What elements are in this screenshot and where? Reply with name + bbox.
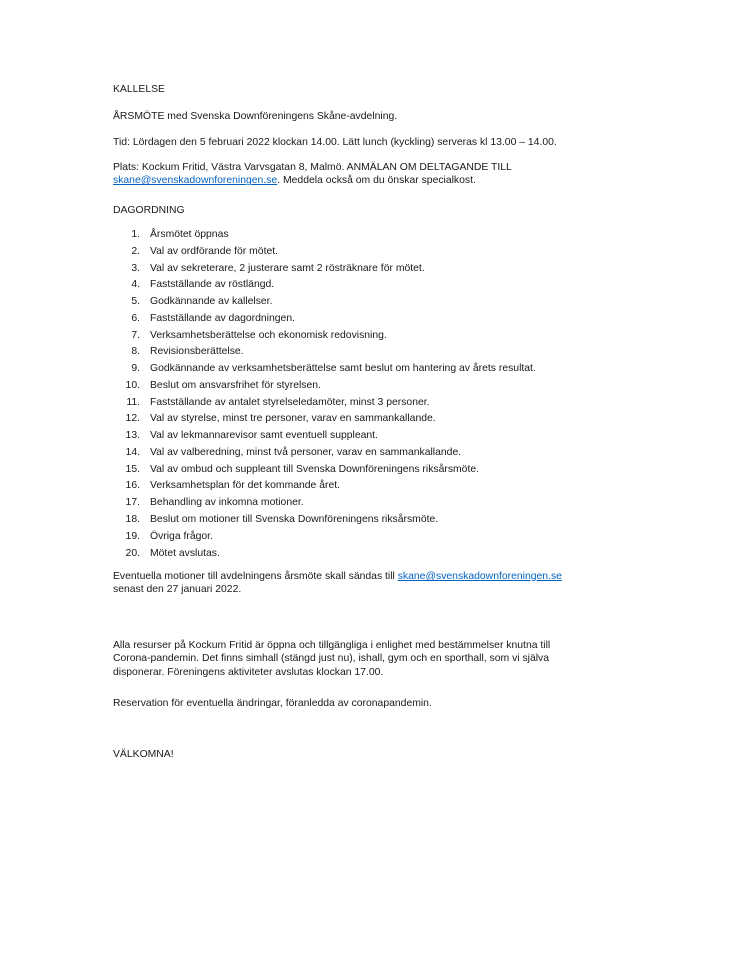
agenda-item [113,379,536,396]
agenda-item-text: Val av ombud och suppleant till Svenska Downföreningens riksårsmöte. [150,463,480,475]
agenda-item-number: 19. [125,530,140,542]
agenda-item-text: Fastställande av röstlängd. [150,279,275,291]
agenda-item [113,446,536,463]
agenda-item-text: Val av lekmannarevisor samt eventuell suppleant. [150,430,378,442]
resources-line-1: Alla resurser på Kockum Fritid är öppna och tillgängliga i enlighet med bestämmelser knutna till [113,640,551,651]
agenda-item [113,463,536,480]
agenda-item-number: 16. [125,480,140,492]
agenda-item [113,479,536,496]
agenda-item [113,496,536,513]
agenda-item-number: 15. [125,463,140,475]
motions-email-link[interactable]: skane@svenskadownforeningen.se [397,571,562,582]
agenda-item-number: 4. [131,279,140,291]
agenda-item-text: Godkännande av verksamhetsberättelse samt beslut om hantering av årets resultat. [150,363,536,375]
email-link[interactable]: skane@svenskadownforeningen.se [113,175,278,187]
agenda-item-text: Verksamhetsplan för det kommande året. [150,480,341,492]
agenda-item-number: 17. [125,497,140,509]
agenda-item-text: Beslut om ansvarsfrihet för styrelsen. [150,379,321,391]
agenda-item-text: Mötet avslutas. [150,547,220,559]
agenda-item [113,513,536,530]
agenda-item [113,329,536,346]
agenda-item-number: 7. [131,329,140,341]
agenda-item-number: 11. [126,396,140,408]
resources-line-3: disponerar. Föreningens aktiviteter avslutas klockan 17.00. [113,666,384,678]
agenda-item-number: 20. [125,547,140,559]
agenda-item [113,312,536,329]
agenda-item-number: 2. [131,245,140,257]
agenda-item-number: 6. [131,312,140,324]
agenda-item-text: Fastställande av dagordningen. [150,312,295,324]
agenda-item-number: 9. [131,363,140,375]
agenda-item-text: Övriga frågor. [150,530,213,542]
agenda-item-text: Val av styrelse, minst tre personer, varav en sammankallande. [150,413,436,425]
agenda-item-number: 18. [125,514,140,526]
agenda-item [113,429,536,446]
agenda-item-text: Revisionsberättelse. [150,346,244,358]
resources-paragraph [113,639,550,679]
agenda-item-text: Val av sekreterare, 2 justerare samt 2 rösträknare för mötet. [150,262,425,274]
agenda-item-number: 13. [125,430,140,442]
welcome-text: VÄLKOMNA! [113,749,174,760]
agenda-item [113,547,536,564]
agenda-item-number: 3. [131,262,140,274]
agenda-item [113,530,536,547]
agenda-item-number: 5. [131,296,140,308]
meeting-title: ÅRSMÖTE med Svenska Downföreningens Skåne-avdelning. [113,111,398,122]
agenda-item [113,396,536,413]
agenda-item-text: Godkännande av kallelser. [150,296,273,308]
agenda-list [113,228,536,563]
agenda-item-text: Årsmötet öppnas [150,229,229,240]
agenda-item [113,228,536,245]
resources-line-2: Corona-pandemin. Det finns simhall (stängd just nu), ishall, gym och en sporthall, som vi själva [113,653,550,665]
agenda-item-text: Beslut om motioner till Svenska Downföreningens riksårsmöte. [150,514,439,526]
place-after-email: . Meddela också om du önskar specialkost. [277,175,476,187]
agenda-heading: DAGORDNING [113,205,185,216]
agenda-item-number: 8. [131,346,140,358]
agenda-item-number: 1. [131,229,140,240]
document-heading: KALLELSE [113,84,165,95]
agenda-item [113,245,536,262]
meeting-time: Tid: Lördagen den 5 februari 2022 klockan 14.00. Lätt lunch (kyckling) serveras kl 13.00 – 14.00. [113,137,557,148]
agenda-item-number: 10. [125,379,140,391]
agenda-item-text: Val av ordförande för mötet. [150,245,279,257]
motions-text: Eventuella motioner till avdelningens årsmöte skall sändas till [113,571,398,582]
agenda-item-number: 14. [125,446,140,458]
motions-deadline: senast den 27 januari 2022. [113,584,242,596]
agenda-item [113,345,536,362]
agenda-item [113,295,536,312]
agenda-item-number: 12. [125,413,140,425]
agenda-item-text: Behandling av inkomna motioner. [150,497,304,509]
motions-paragraph [113,570,562,597]
agenda-item [113,412,536,429]
agenda-item [113,362,536,379]
meeting-place [113,161,512,188]
agenda-item [113,278,536,295]
reservation-paragraph: Reservation för eventuella ändringar, föranledda av coronapandemin. [113,698,432,709]
agenda-item-text: Val av valberedning, minst två personer, varav en sammankallande. [150,446,462,458]
place-text: Plats: Kockum Fritid, Västra Varvsgatan 8, Malmö. ANMÄLAN OM DELTAGANDE TILL [113,162,512,173]
agenda-item-text: Verksamhetsberättelse och ekonomisk redovisning. [150,329,387,341]
agenda-item [113,262,536,279]
agenda-item-text: Fastställande av antalet styrelseledamöter, minst 3 personer. [150,396,430,408]
